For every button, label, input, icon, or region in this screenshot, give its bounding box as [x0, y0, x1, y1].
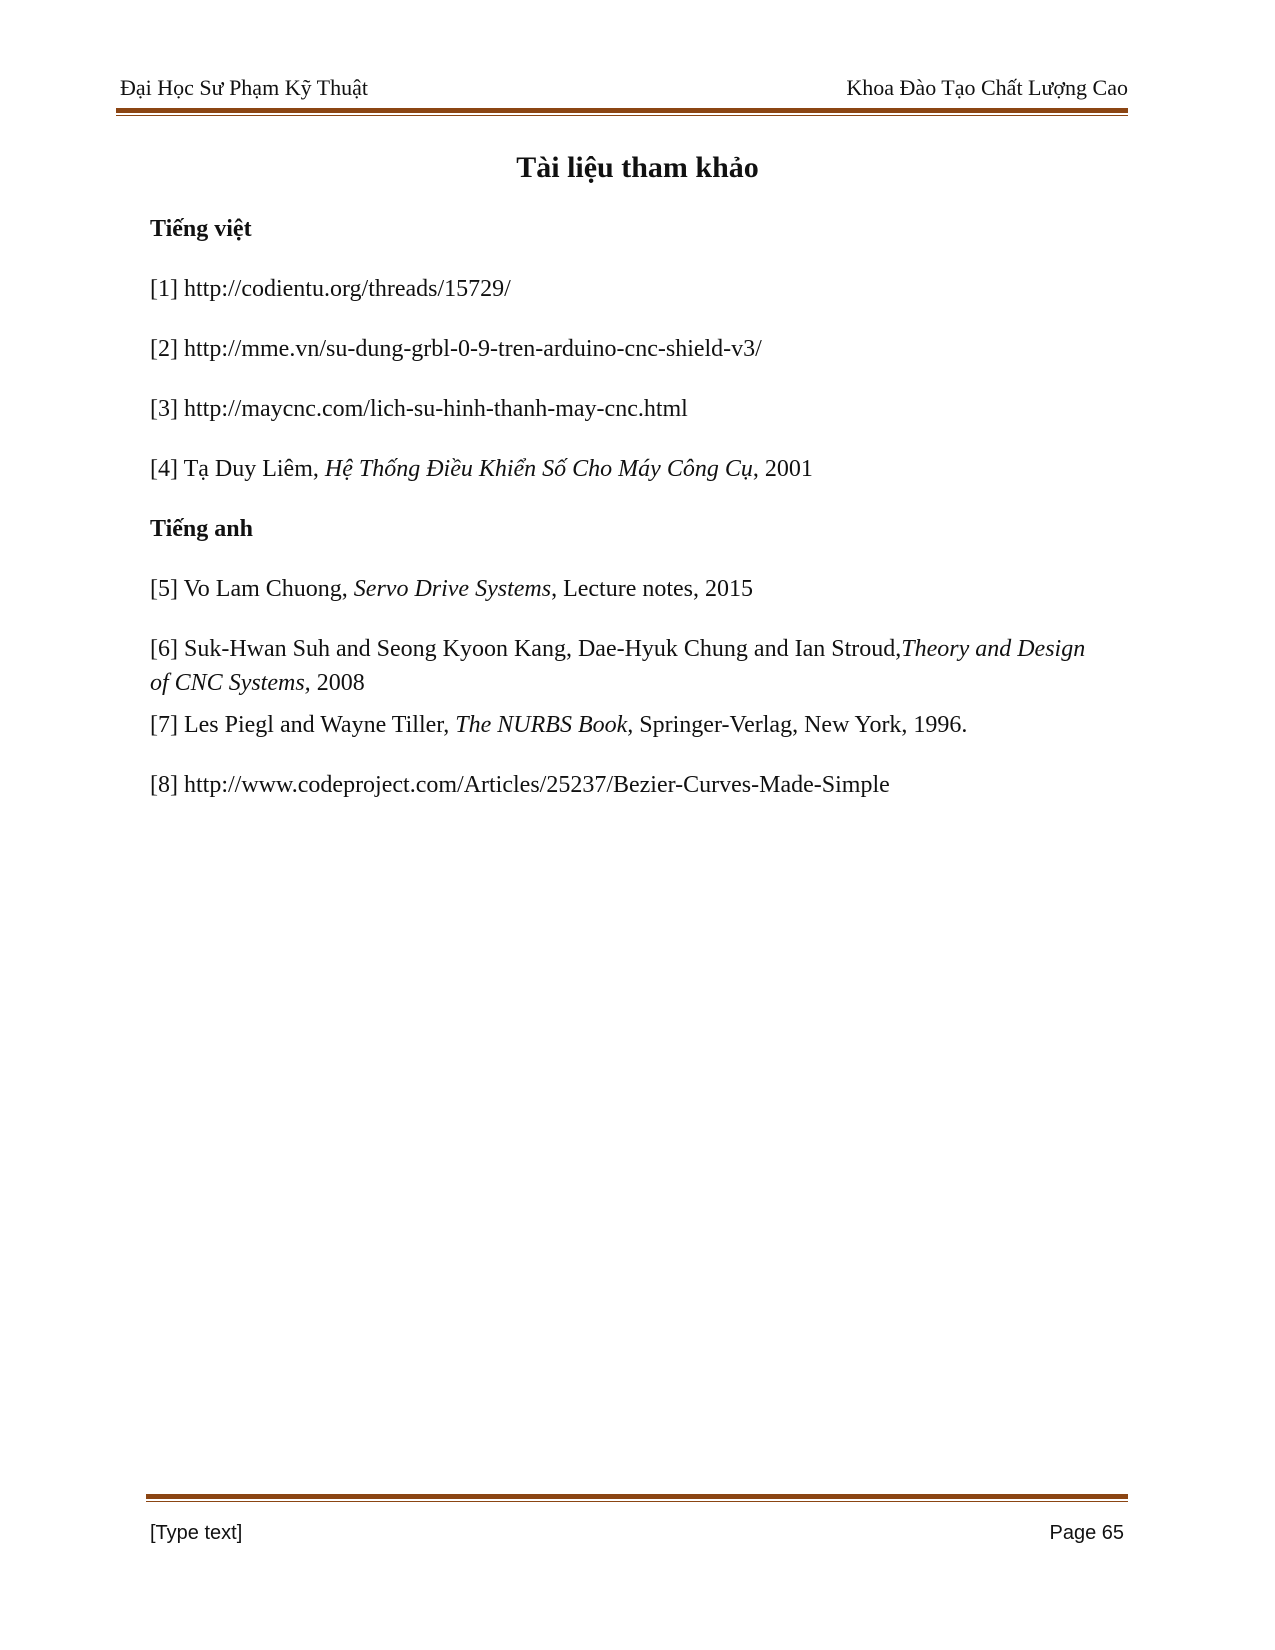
footer-rule-thick	[146, 1494, 1128, 1499]
header-rule-thick	[116, 108, 1128, 113]
reference-item-8	[150, 768, 1090, 802]
reference-number: [6]	[150, 636, 178, 662]
reference-number: [1]	[150, 276, 178, 302]
page-title: Tài liệu tham khảo	[516, 151, 759, 184]
reference-title: Servo Drive Systems	[353, 576, 552, 602]
page-footer	[146, 1494, 1128, 1554]
page-number: Page 65	[1049, 1522, 1124, 1544]
reference-details: , 2001	[752, 456, 813, 482]
reference-text: http://www.codeproject.com/Articles/25237/Bezier-Curves-Made-Simple	[183, 772, 890, 798]
footer-placeholder-text: [Type text]	[150, 1522, 243, 1544]
section-heading-english: Tiếng anh	[150, 516, 253, 542]
reference-authors: Suk-Hwan Suh and Seong Kyoon Kang, Dae-Hyuk Chung and Ian Stroud,	[183, 636, 902, 662]
reference-item-4	[150, 452, 1090, 486]
reference-number: [7]	[150, 712, 178, 738]
page-header	[116, 68, 1128, 118]
reference-number: [2]	[150, 336, 178, 362]
reference-number: [5]	[150, 576, 178, 602]
reference-item-7	[150, 708, 1090, 742]
reference-text: http://codientu.org/threads/15729/	[183, 276, 511, 302]
reference-details: 2008	[310, 670, 365, 696]
header-rule-thin	[116, 115, 1128, 116]
reference-authors: Vo Lam Chuong,	[183, 576, 354, 602]
reference-text: http://mme.vn/su-dung-grbl-0-9-tren-arduino-cnc-shield-v3/	[183, 336, 762, 362]
reference-item-1	[150, 272, 1090, 306]
reference-title: Hệ Thống Điều Khiển Số Cho Máy Công Cụ	[324, 456, 753, 482]
reference-item-5	[150, 572, 1090, 606]
reference-number: [8]	[150, 772, 178, 798]
reference-details: Springer-Verlag, New York, 1996.	[633, 712, 968, 738]
reference-item-6	[150, 632, 1090, 700]
reference-number: [4]	[150, 456, 178, 482]
reference-text: http://maycnc.com/lich-su-hinh-thanh-may-cnc.html	[183, 396, 688, 422]
header-faculty: Khoa Đào Tạo Chất Lượng Cao	[846, 75, 1128, 100]
section-heading-vietnamese: Tiếng việt	[150, 216, 252, 242]
reference-item-2	[150, 332, 1090, 366]
reference-number: [3]	[150, 396, 178, 422]
reference-title: Theory and Design of CNC Systems,	[150, 636, 1086, 696]
reference-authors: Les Piegl and Wayne Tiller,	[183, 712, 456, 738]
reference-details: , Lecture notes, 2015	[551, 576, 754, 602]
header-university: Đại Học Sư Phạm Kỹ Thuật	[120, 75, 368, 100]
reference-authors: Tạ Duy Liêm,	[183, 456, 325, 482]
reference-item-3	[150, 392, 1090, 426]
footer-rule-thin	[146, 1501, 1128, 1502]
reference-title: The NURBS Book,	[455, 712, 634, 738]
